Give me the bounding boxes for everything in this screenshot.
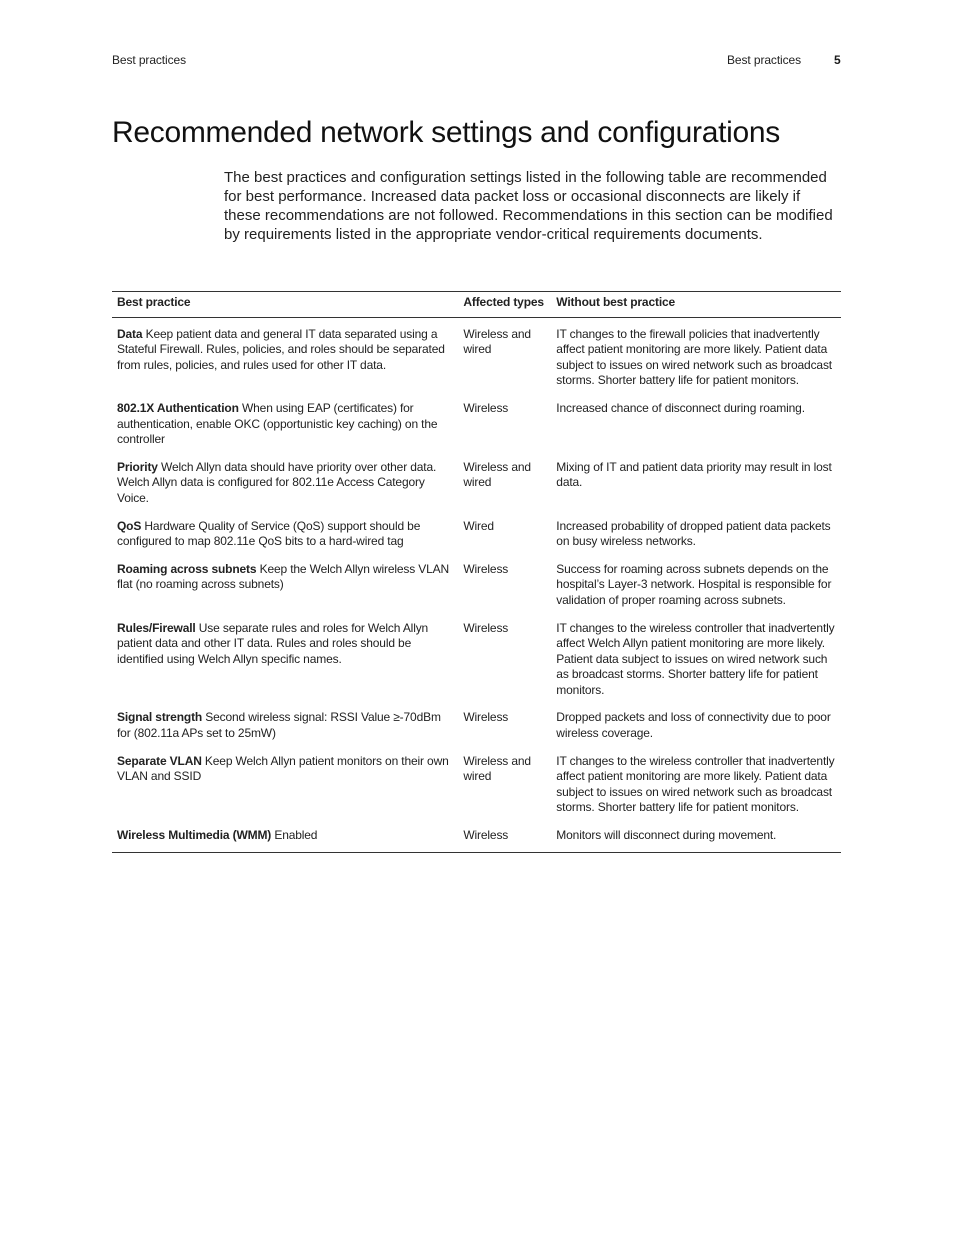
best-practice-cell — [112, 708, 458, 751]
table-header-row — [112, 292, 841, 318]
table-row — [112, 619, 841, 709]
intro-paragraph: The best practices and configuration settings listed in the following table are recommended for best performance. Increased data packet loss or occasional disconnects are likely if these recommendations are not followed. Recommendations in this section can be modified by requirements listed in the appropriate vendor-critical requirements documents. — [224, 169, 833, 243]
affected-types-cell: Wireless and wired — [463, 753, 531, 784]
without-practice-cell: Success for roaming across subnets depends on the hospital’s Layer-3 network. Hospital is responsible for validation of proper roaming across subnets. — [556, 561, 832, 607]
practice-description: When using EAP (certificates) for authentication, enable OKC (opportunistic key caching) on the controller — [117, 400, 438, 447]
best-practice-cell — [112, 826, 458, 852]
practice-description: Enabled — [271, 828, 318, 843]
practice-term: Separate VLAN — [117, 753, 202, 768]
practice-description: Welch Allyn data should have priority over other data. Welch Allyn data is configured for 802.11e Access Category Voice. — [117, 459, 437, 505]
best-practices-table — [112, 291, 841, 853]
running-header-left: Best practices — [112, 53, 186, 67]
without-practice-cell: IT changes to the firewall policies that inadvertently affect patient monitoring are more likely. Patient data subject to issues on wired network such as broadcast storms. Shorter battery life for patient monitors. — [556, 326, 832, 388]
without-practice-cell: Mixing of IT and patient data priority may result in lost data. — [556, 459, 832, 490]
affected-types-cell: Wireless — [463, 710, 509, 725]
practice-description: Hardware Quality of Service (QoS) support should be configured to map 802.11e QoS bits to a hard-wired tag — [117, 518, 421, 549]
without-practice-cell: Dropped packets and loss of connectivity due to poor wireless coverage. — [556, 710, 831, 741]
best-practice-cell — [112, 517, 458, 560]
practice-term: Roaming across subnets — [117, 561, 257, 576]
practice-description: Keep patient data and general IT data separated using a Stateful Firewall. Rules, policies, and roles should be separated from rules, policies, and rules used for other IT data. — [117, 326, 445, 372]
table-row — [112, 517, 841, 560]
practice-description: Use separate rules and roles for Welch Allyn patient data and other IT data. Rules and roles should be identified using Welch Allyn specific names. — [117, 620, 429, 666]
affected-types-cell: Wireless and wired — [463, 326, 531, 357]
affected-types-cell: Wireless and wired — [463, 459, 531, 490]
table-row — [112, 399, 841, 458]
practice-term: QoS — [117, 518, 142, 533]
affected-types-cell: Wireless — [463, 400, 509, 415]
practice-term: Data — [117, 326, 143, 341]
best-practice-cell — [112, 560, 458, 619]
table-row — [112, 560, 841, 619]
without-practice-cell: IT changes to the wireless controller that inadvertently affect patient monitoring are more likely. Patient data subject to issues on wired network such as broadcast storms. Shorter battery life for patient monitors. — [556, 753, 835, 815]
practice-description: Second wireless signal: RSSI Value ≥-70dBm for (802.11a APs set to 25mW) — [117, 710, 441, 741]
best-practice-cell — [112, 619, 458, 709]
practice-description: Keep Welch Allyn patient monitors on their own VLAN and SSID — [117, 753, 449, 784]
affected-types-cell: Wired — [463, 518, 494, 533]
affected-types-cell: Wireless — [458, 826, 551, 852]
column-header-without-best-practice: Without best practice — [551, 292, 841, 318]
practice-term: 802.1X Authentication — [117, 400, 239, 415]
without-practice-cell: Monitors will disconnect during movement. — [551, 826, 841, 852]
table-row — [112, 458, 841, 517]
table-row — [112, 317, 841, 399]
table-row — [112, 708, 841, 751]
affected-types-cell: Wireless — [463, 561, 509, 576]
page-title: Recommended network settings and configurations — [112, 116, 780, 149]
practice-term: Signal strength — [117, 710, 203, 725]
practice-term: Priority — [117, 459, 158, 474]
without-practice-cell: Increased chance of disconnect during roaming. — [556, 400, 805, 415]
page-number: 5 — [834, 53, 841, 67]
running-header-right: Best practices — [727, 53, 801, 67]
practice-term: Rules/Firewall — [117, 620, 196, 635]
table-row — [112, 752, 841, 826]
affected-types-cell: Wireless — [463, 620, 509, 635]
without-practice-cell: Increased probability of dropped patient data packets on busy wireless networks. — [556, 518, 831, 549]
column-header-best-practice: Best practice — [112, 292, 458, 318]
best-practice-cell — [112, 752, 458, 826]
best-practice-cell — [112, 399, 458, 458]
best-practice-cell — [112, 317, 458, 399]
table-row — [112, 826, 841, 852]
practice-description: Keep the Welch Allyn wireless VLAN flat (no roaming across subnets) — [117, 561, 450, 592]
without-practice-cell: IT changes to the wireless controller that inadvertently affect Welch Allyn patient monitoring are more likely. Patient data subject to issues on wired network such as broadcast storms. Shorter battery life for patient monitors. — [556, 620, 835, 697]
practice-term: Wireless Multimedia (WMM) — [117, 828, 272, 843]
column-header-affected-types: Affected types — [458, 292, 551, 318]
best-practice-cell — [112, 458, 458, 517]
